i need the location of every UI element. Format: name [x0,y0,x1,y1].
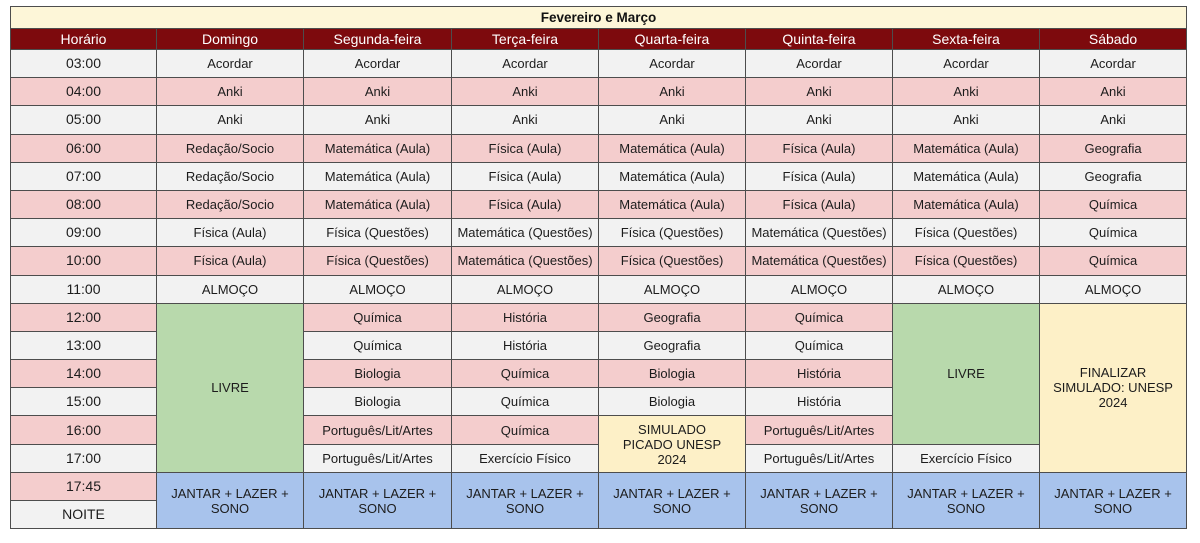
schedule-cell: Acordar [746,50,893,78]
schedule-cell: Anki [599,78,746,106]
time-cell: 10:00 [11,247,157,275]
schedule-cell: Física (Aula) [746,162,893,190]
schedule-cell: Química [1040,190,1187,218]
evening-block-sexta [893,472,1040,528]
schedule-cell: Física (Aula) [452,190,599,218]
evening-block-sabado [1040,472,1187,528]
schedule-cell: Química [1040,219,1187,247]
time-cell: 05:00 [11,106,157,134]
simulado-block-sabado [1040,303,1187,472]
header-row [11,29,1187,50]
schedule-cell: Geografia [1040,162,1187,190]
schedule-cell: Redação/Socio [157,134,304,162]
schedule-cell: Biologia [304,388,452,416]
header-domingo: Domingo [157,29,304,50]
schedule-cell: Geografia [599,303,746,331]
schedule-cell: Matemática (Questões) [746,219,893,247]
schedule-cell: História [452,303,599,331]
time-cell: NOITE [11,501,157,529]
schedule-cell: Redação/Socio [157,190,304,218]
simulado-quarta-label: SIMULADO PICADO UNESP 2024 [622,421,722,467]
evening-label: JANTAR + LAZER + SONO [613,485,731,516]
evening-block-terca [452,472,599,528]
header-sabado: Sábado [1040,29,1187,50]
header-terca: Terça-feira [452,29,599,50]
schedule-cell: Anki [893,106,1040,134]
schedule-cell: Anki [452,78,599,106]
schedule-cell: História [452,331,599,359]
schedule-cell: História [746,360,893,388]
row-0300 [11,50,1187,78]
schedule-cell: Acordar [1040,50,1187,78]
schedule-cell: Química [304,331,452,359]
header-horario: Horário [11,29,157,50]
time-cell: 15:00 [11,388,157,416]
schedule-cell: Física (Aula) [452,134,599,162]
schedule-cell: Matemática (Aula) [893,134,1040,162]
schedule-cell: Física (Aula) [157,219,304,247]
schedule-cell: Anki [893,78,1040,106]
schedule-cell: Matemática (Questões) [452,247,599,275]
evening-label: JANTAR + LAZER + SONO [318,485,437,516]
schedule-cell: Acordar [452,50,599,78]
schedule-cell: Português/Lit/Artes [746,444,893,472]
schedule-cell: Exercício Físico [452,444,599,472]
schedule-cell: Redação/Socio [157,162,304,190]
time-cell: 04:00 [11,78,157,106]
row-1200 [11,303,1187,331]
schedule-cell: ALMOÇO [746,275,893,303]
schedule-cell: Acordar [599,50,746,78]
schedule-cell: Física (Aula) [746,134,893,162]
header-quarta: Quarta-feira [599,29,746,50]
row-0400 [11,78,1187,106]
evening-block-domingo [157,472,304,528]
schedule-cell: Matemática (Aula) [304,162,452,190]
simulado-sabado-label: FINALIZAR SIMULADO: UNESP 2024 [1053,365,1173,411]
time-cell: 03:00 [11,50,157,78]
schedule-cell: Anki [157,106,304,134]
schedule-cell: Anki [452,106,599,134]
header-quinta: Quinta-feira [746,29,893,50]
schedule-cell: Matemática (Questões) [746,247,893,275]
schedule-cell: Biologia [599,388,746,416]
schedule-cell: Matemática (Questões) [452,219,599,247]
evening-label: JANTAR + LAZER + SONO [466,485,584,516]
schedule-cell: ALMOÇO [304,275,452,303]
schedule-cell: História [746,388,893,416]
schedule-cell: Matemática (Aula) [599,190,746,218]
schedule-cell: Matemática (Aula) [599,134,746,162]
schedule-cell: Física (Questões) [599,219,746,247]
schedule-cell: Acordar [157,50,304,78]
schedule-cell: Física (Aula) [452,162,599,190]
schedule-cell: ALMOÇO [157,275,304,303]
time-cell: 13:00 [11,331,157,359]
time-cell: 12:00 [11,303,157,331]
time-cell: 17:00 [11,444,157,472]
schedule-cell: Biologia [304,360,452,388]
schedule-cell: Geografia [1040,134,1187,162]
row-0600 [11,134,1187,162]
time-cell: 07:00 [11,162,157,190]
free-block-domingo: LIVRE [157,303,304,472]
schedule-title: Fevereiro e Março [11,7,1187,29]
row-0800 [11,190,1187,218]
schedule-cell: Anki [1040,106,1187,134]
schedule-cell: Matemática (Aula) [304,190,452,218]
schedule-cell: Anki [1040,78,1187,106]
evening-label: JANTAR + LAZER + SONO [907,485,1025,516]
schedule-cell: Anki [304,106,452,134]
time-cell: 16:00 [11,416,157,444]
schedule-cell: Física (Questões) [599,247,746,275]
schedule-cell: ALMOÇO [599,275,746,303]
schedule-cell: ALMOÇO [452,275,599,303]
evening-label: JANTAR + LAZER + SONO [760,485,878,516]
schedule-cell: ALMOÇO [893,275,1040,303]
schedule-cell: Anki [746,106,893,134]
time-cell: 06:00 [11,134,157,162]
schedule-cell: Português/Lit/Artes [304,416,452,444]
schedule-cell: Química [746,331,893,359]
schedule-cell: Anki [599,106,746,134]
row-0700 [11,162,1187,190]
schedule-cell: Química [1040,247,1187,275]
schedule-cell: Química [452,388,599,416]
evening-label: JANTAR + LAZER + SONO [1054,485,1172,516]
schedule-cell: Anki [304,78,452,106]
time-cell: 11:00 [11,275,157,303]
schedule-cell: Física (Questões) [893,219,1040,247]
time-cell: 08:00 [11,190,157,218]
schedule-cell: Matemática (Aula) [893,190,1040,218]
schedule-cell: Física (Aula) [746,190,893,218]
row-0500 [11,106,1187,134]
header-sexta: Sexta-feira [893,29,1040,50]
schedule-cell: Matemática (Aula) [599,162,746,190]
schedule-table [10,6,1187,529]
schedule-cell: Física (Questões) [304,247,452,275]
time-cell: 17:45 [11,472,157,500]
schedule-cell: Biologia [599,360,746,388]
header-segunda: Segunda-feira [304,29,452,50]
schedule-cell: Química [452,360,599,388]
schedule-cell: Acordar [304,50,452,78]
simulado-block-quarta [599,416,746,472]
schedule-cell: Português/Lit/Artes [746,416,893,444]
row-1100 [11,275,1187,303]
schedule-cell: Física (Aula) [157,247,304,275]
schedule-cell: Anki [746,78,893,106]
schedule-cell: Geografia [599,331,746,359]
schedule-cell: Anki [157,78,304,106]
row-1745 [11,472,1187,500]
time-cell: 09:00 [11,219,157,247]
schedule-cell: Exercício Físico [893,444,1040,472]
schedule-cell: Física (Questões) [304,219,452,247]
evening-block-quarta [599,472,746,528]
free-block-sexta: LIVRE [893,303,1040,444]
row-0900 [11,219,1187,247]
evening-block-quinta [746,472,893,528]
evening-block-segunda [304,472,452,528]
schedule-cell: Acordar [893,50,1040,78]
time-cell: 14:00 [11,360,157,388]
schedule-cell: Física (Questões) [893,247,1040,275]
schedule-cell: Matemática (Aula) [304,134,452,162]
schedule-cell: Química [304,303,452,331]
evening-label: JANTAR + LAZER + SONO [171,485,289,516]
schedule-cell: Matemática (Aula) [893,162,1040,190]
schedule-cell: ALMOÇO [1040,275,1187,303]
schedule-cell: Química [452,416,599,444]
row-1000 [11,247,1187,275]
schedule-cell: Português/Lit/Artes [304,444,452,472]
schedule-cell: Química [746,303,893,331]
